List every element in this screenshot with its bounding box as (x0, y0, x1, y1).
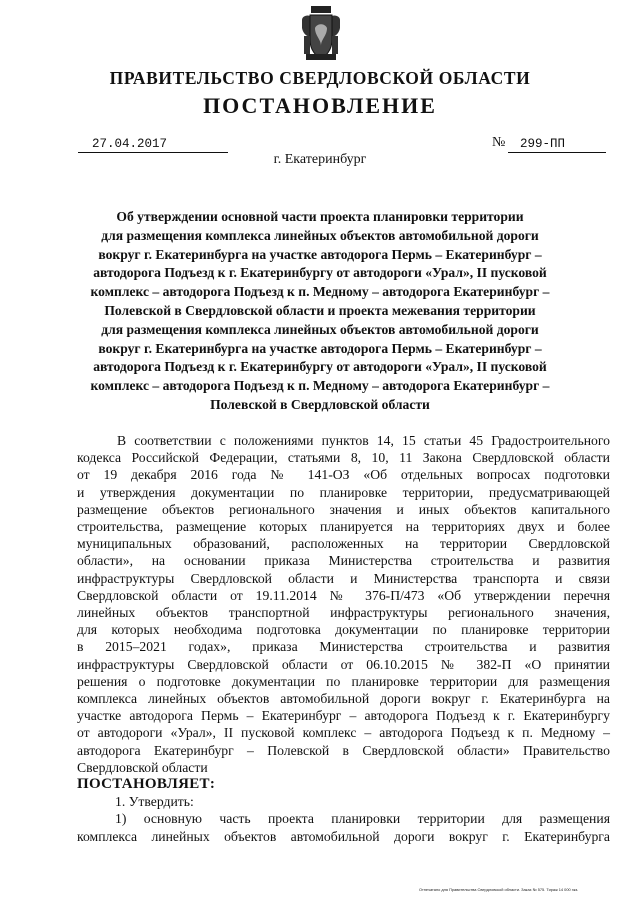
item-1-1-line: 1) основную часть проекта планировки территории для размещения (115, 811, 610, 827)
body-line: В соответствии с положениями пунктов 14, 15 статьи 45 Градостроительного (117, 433, 610, 448)
body-line: от 19 декабря 2016 года № 141-ОЗ «Об отдельных вопросах подготовки (77, 467, 610, 483)
title-line: автодорога Подъезд к г. Екатеринбургу от автодороги «Урал», II пусковой (93, 265, 547, 281)
title-line: Полевской в Свердловской области и проекта межевания территории (104, 302, 536, 318)
title-line: для размещения комплекса линейных объектов автомобильной дороги (101, 321, 539, 337)
title-line: вокруг г. Екатеринбурга на участке автодорога Пермь – Екатеринбург – (98, 246, 542, 262)
document-date: 27.04.2017 (78, 137, 228, 153)
print-footer: Отпечатано для Правительства Свердловской области. Заказ № 575. Тираж 14 000 экз. (419, 887, 579, 892)
body-line: в 2015–2021 годах», приказа Министерства строительства и развития (77, 639, 610, 655)
title-line: комплекс – автодорога Подъезд к п. Медному – автодорога Екатеринбург – (90, 284, 550, 300)
body-line: решения о подготовке документации по планировке территории для размещения (77, 673, 610, 689)
body-line: кодекса Российской Федерации, статьями 8, 10, 11 Закона Свердловской области (77, 450, 610, 466)
body-line: участке автодорога Пермь – Екатеринбург – автодорога Подъезд к г. Екатеринбургу (77, 708, 610, 724)
document-number: 299-ПП (508, 137, 606, 153)
body-line: от автодороги «Урал», II пусковой комплекс – автодорога Подъезд к п. Медному – (77, 725, 610, 741)
coat-of-arms-emblem (300, 6, 342, 62)
title-line: Полевской в Свердловской области (210, 396, 430, 412)
item-1: 1. Утвердить: (115, 794, 194, 810)
body-line: области», на основании приказа Министерства строительства и развития (77, 553, 610, 569)
item-1-1-line: комплекса линейных объектов автомобильной дороги вокруг г. Екатеринбурга (77, 828, 610, 844)
body-line: инфраструктуры Свердловской области и Министерства транспорта и связи (77, 570, 610, 586)
resolves-heading: ПОСТАНОВЛЯЕТ: (77, 776, 216, 793)
document-city: г. Екатеринбург (273, 152, 367, 167)
body-line: комплекса линейных объектов автомобильной дороги вокруг г. Екатеринбурга на (77, 691, 610, 707)
body-line: линейных объектов транспортной инфраструктуры регионального значения, (77, 605, 610, 621)
document-type: ПОСТАНОВЛЕНИЕ (203, 93, 437, 118)
title-line: комплекс – автодорога Подъезд к п. Медному – автодорога Екатеринбург – (90, 378, 550, 394)
body-line: и утверждения документации по планировке территории, предусматривающей (77, 484, 610, 500)
body-line: автодорога Екатеринбург – Полевской в Свердловской области» Правительство (77, 742, 610, 758)
body-line: для которых необходима подготовка документации по планировке территории (77, 622, 610, 638)
title-line: Об утверждении основной части проекта планировки территории (116, 209, 524, 224)
title-line: автодорога Подъезд к г. Екатеринбургу от автодороги «Урал», II пусковой (93, 359, 547, 375)
body-line: Свердловской области от 19.11.2014 № 376-П/473 «Об утверждении перечня (77, 587, 610, 603)
title-line: вокруг г. Екатеринбурга на участке автодорога Пермь – Екатеринбург – (98, 340, 542, 356)
title-line: для размещения комплекса линейных объектов автомобильной дороги (101, 227, 539, 243)
government-name: ПРАВИТЕЛЬСТВО СВЕРДЛОВСКОЙ ОБЛАСТИ (109, 68, 531, 88)
document-body (77, 432, 610, 845)
document-title (72, 208, 568, 415)
body-line: муниципальных образований, расположенных на территории Свердловской (77, 536, 610, 552)
body-line: инфраструктуры Свердловской области от 06.10.2015 № 382-П «О принятии (77, 656, 610, 672)
number-sign: № (492, 135, 506, 150)
body-line: строительства, размещение которых планируется на территориях двух и более (77, 519, 610, 535)
body-line: Свердловской области (77, 759, 208, 775)
body-line: размещение объектов регионального значения и иных объектов капитального (77, 501, 610, 517)
